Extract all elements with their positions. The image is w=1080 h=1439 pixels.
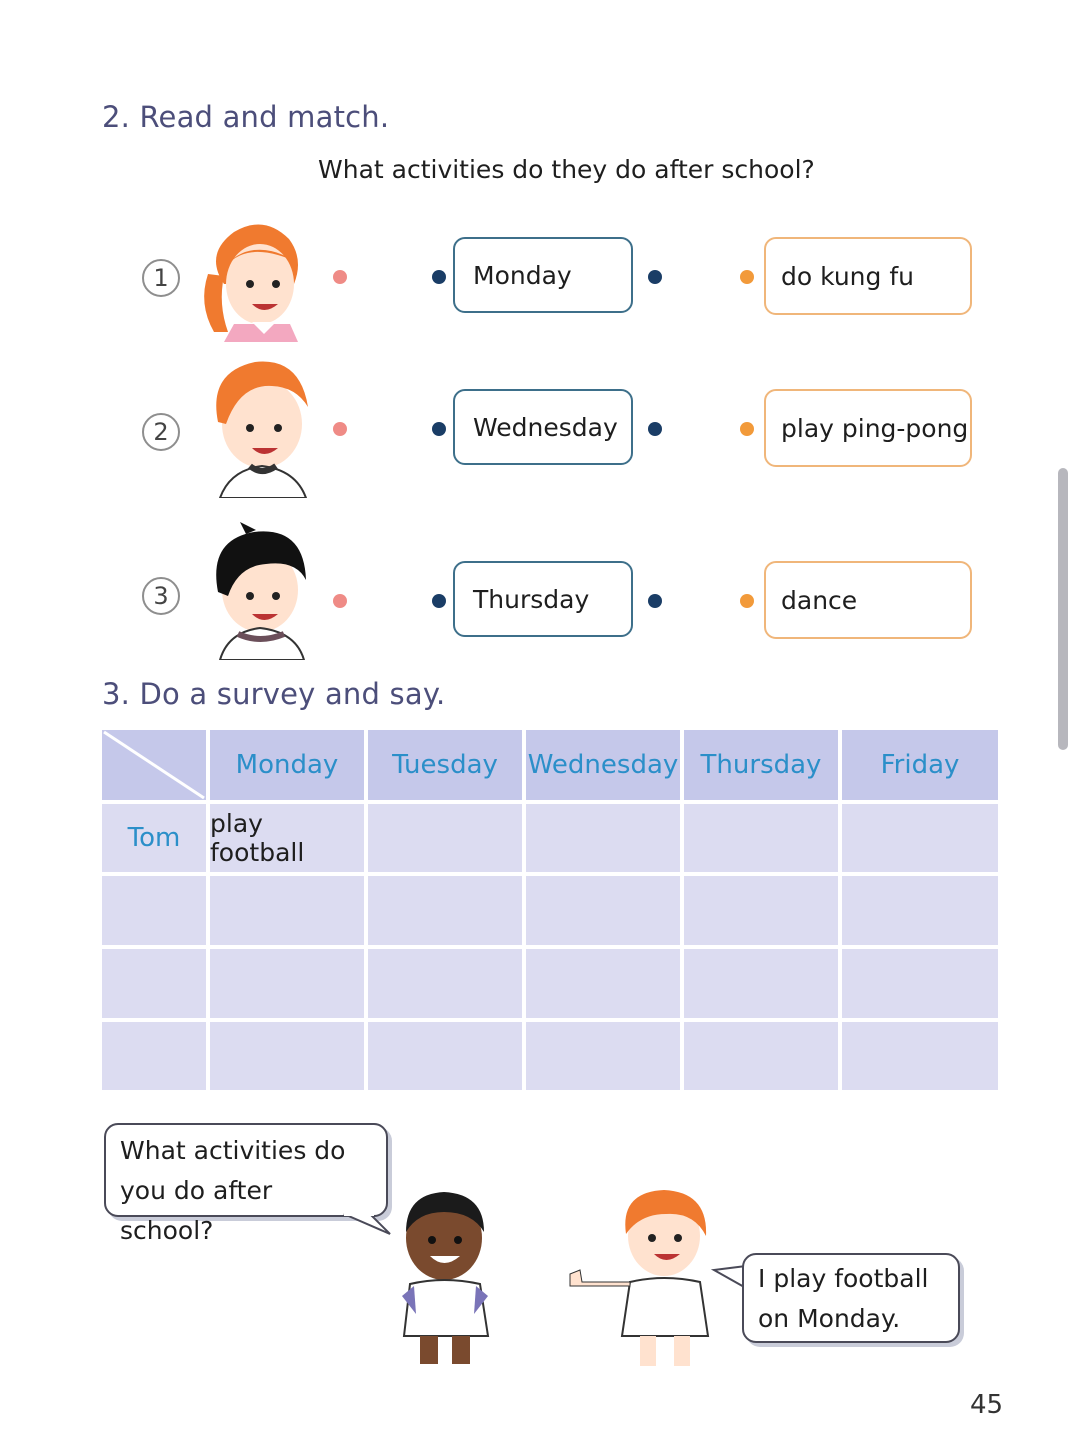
match-dot-day-left-3[interactable] <box>432 594 446 608</box>
table-header-wednesday: Wednesday <box>526 730 680 800</box>
match-dot-activity-3[interactable] <box>740 594 754 608</box>
table-header-thursday: Thursday <box>684 730 838 800</box>
table-cell[interactable] <box>842 876 998 945</box>
table-cell[interactable] <box>842 1022 998 1090</box>
day-box-1 <box>453 237 633 313</box>
table-cell[interactable] <box>210 949 364 1018</box>
section-2-title: 2. Read and match. <box>102 100 390 134</box>
match-dot-start-2[interactable] <box>333 422 347 436</box>
day-box-2 <box>453 389 633 465</box>
table-cell[interactable] <box>684 949 838 1018</box>
table-cell[interactable] <box>684 876 838 945</box>
match-dot-day-right-1[interactable] <box>648 270 662 284</box>
table-cell[interactable] <box>368 876 522 945</box>
section-3-title: 3. Do a survey and say. <box>102 677 446 711</box>
speech-bubble-question <box>104 1123 388 1245</box>
table-cell[interactable] <box>368 804 522 872</box>
table-row-name[interactable] <box>102 949 206 1018</box>
table-cell[interactable]: play football <box>210 804 364 872</box>
table-row-name[interactable]: Tom <box>102 804 206 872</box>
table-cell[interactable] <box>526 876 680 945</box>
table-cell[interactable] <box>684 1022 838 1090</box>
table-cell[interactable] <box>368 949 522 1018</box>
table-cell[interactable] <box>526 804 680 872</box>
page-number: 45 <box>970 1390 1004 1420</box>
speech-tail-icon <box>340 1212 396 1238</box>
table-corner-cell <box>102 730 206 800</box>
item-number-3: 3 <box>142 577 180 615</box>
scrollbar[interactable] <box>1058 468 1068 750</box>
day-label-3: Thursday <box>473 584 590 614</box>
activity-label-1: do kung fu <box>781 261 914 291</box>
girl-avatar-icon <box>194 214 318 342</box>
day-box-3 <box>453 561 633 637</box>
table-cell[interactable] <box>526 949 680 1018</box>
match-dot-day-left-1[interactable] <box>432 270 446 284</box>
boy-redhair-avatar-icon <box>200 352 322 498</box>
activity-box-2 <box>764 389 972 467</box>
speech-bubble-answer <box>742 1253 960 1343</box>
activity-box-3 <box>764 561 972 639</box>
table-cell[interactable] <box>368 1022 522 1090</box>
diagonal-divider-icon <box>102 730 206 800</box>
section-2-question: What activities do they do after school? <box>318 155 815 184</box>
survey-table <box>102 730 978 1086</box>
table-cell[interactable] <box>842 804 998 872</box>
match-dot-start-3[interactable] <box>333 594 347 608</box>
table-cell[interactable] <box>210 876 364 945</box>
table-header-tuesday: Tuesday <box>368 730 522 800</box>
activity-box-1 <box>764 237 972 315</box>
table-row-name[interactable] <box>102 1022 206 1090</box>
activity-label-2: play ping-pong <box>781 413 969 443</box>
day-label-2: Wednesday <box>473 412 618 442</box>
table-header-monday: Monday <box>210 730 364 800</box>
table-cell[interactable] <box>210 1022 364 1090</box>
table-cell[interactable] <box>526 1022 680 1090</box>
match-dot-day-right-3[interactable] <box>648 594 662 608</box>
match-dot-activity-1[interactable] <box>740 270 754 284</box>
match-dot-activity-2[interactable] <box>740 422 754 436</box>
table-header-friday: Friday <box>842 730 998 800</box>
item-number-2: 2 <box>142 413 180 451</box>
day-label-1: Monday <box>473 260 572 290</box>
match-dot-day-left-2[interactable] <box>432 422 446 436</box>
boy-blackhair-avatar-icon <box>204 520 316 660</box>
table-cell[interactable] <box>684 804 838 872</box>
activity-label-3: dance <box>781 585 858 615</box>
table-cell[interactable] <box>842 949 998 1018</box>
item-number-1: 1 <box>142 259 180 297</box>
table-row-name[interactable] <box>102 876 206 945</box>
match-dot-day-right-2[interactable] <box>648 422 662 436</box>
speech-question-text: What activities do you do after school? <box>120 1136 346 1245</box>
match-dot-start-1[interactable] <box>333 270 347 284</box>
speech-answer-text: I play football on Monday. <box>758 1264 929 1333</box>
boy-redhair-speaking-icon <box>560 1186 720 1366</box>
boy-dark-skin-avatar-icon <box>392 1186 502 1364</box>
